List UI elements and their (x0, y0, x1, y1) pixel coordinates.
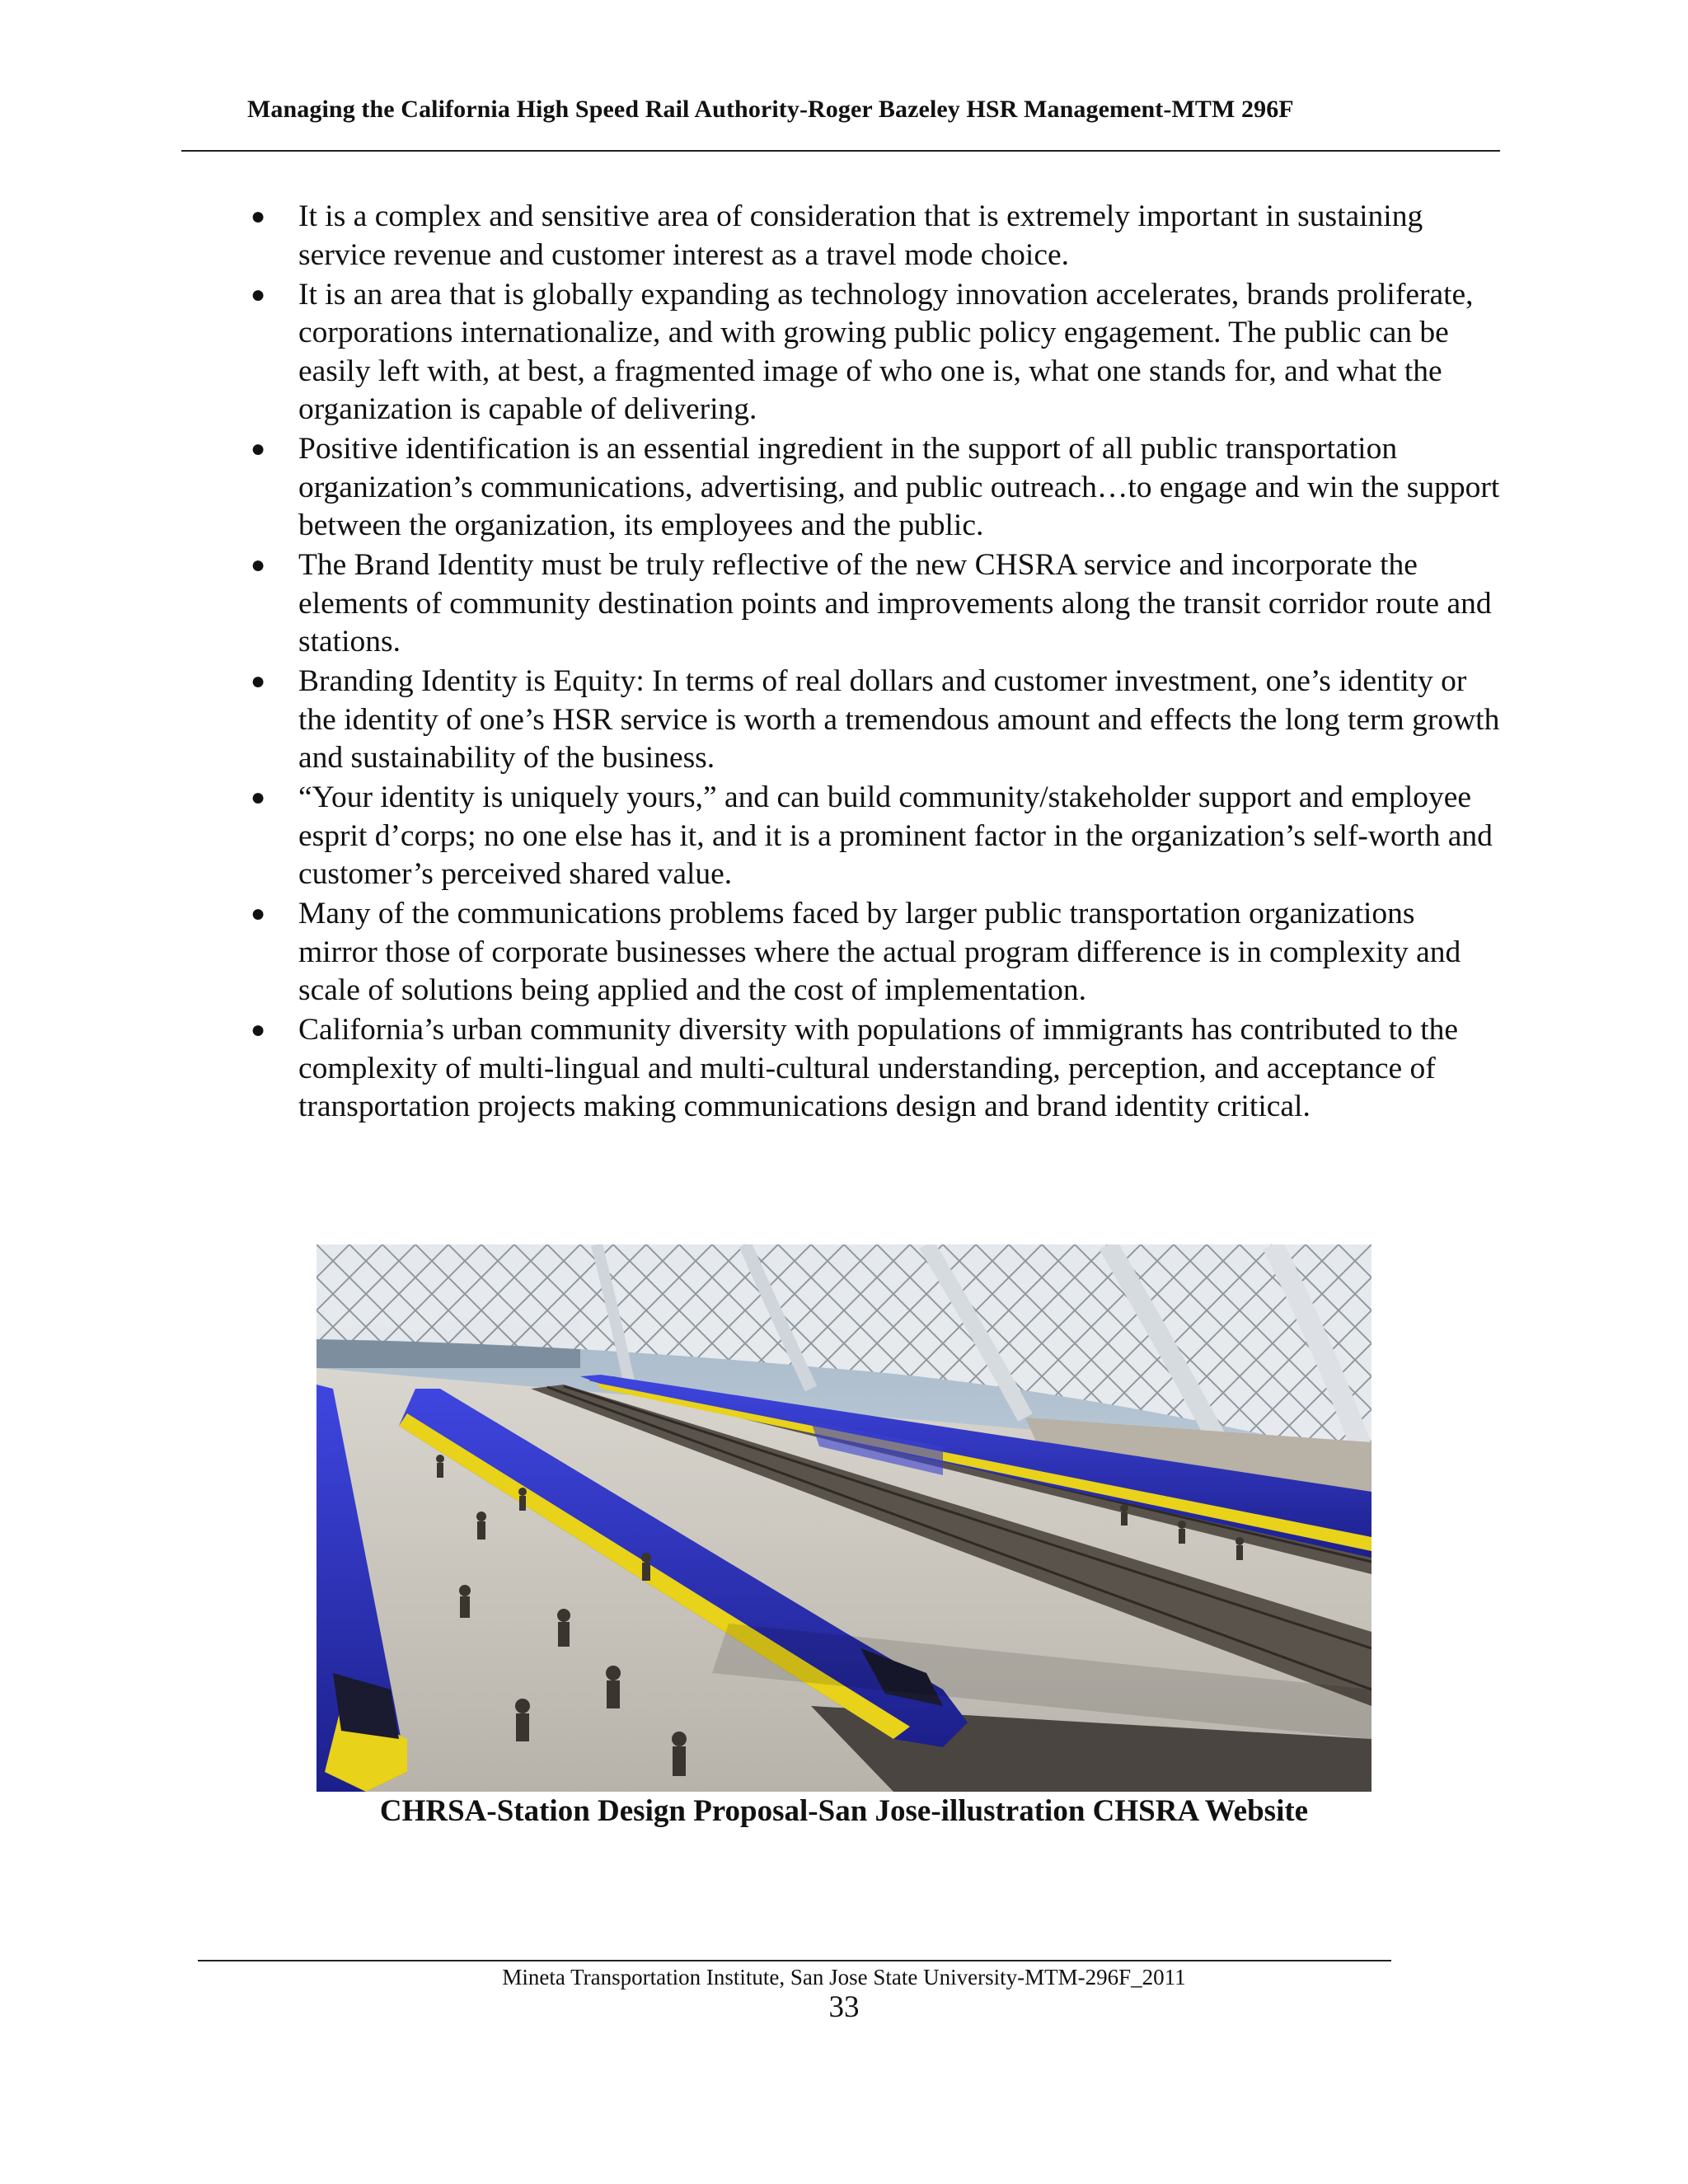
bullet-item (247, 430, 1500, 546)
running-header-title: Managing the California High Speed Rail Authority-Roger Bazeley HSR Management-MTM 296F (247, 96, 1294, 123)
page-number: 33 (828, 1990, 860, 2024)
bullet-icon: ● (250, 551, 266, 579)
bullet-list (247, 198, 1500, 1127)
bullet-item (247, 779, 1500, 894)
station-illustration (316, 1244, 1372, 1792)
bullet-icon: ● (250, 203, 266, 230)
bullet-text: Positive identification is an essential ingredient in the support of all public transportation organization’s communications, advertising, and public outreach…to engage and win the support between the organization, its employees and the public. (298, 432, 1500, 542)
bullet-text: “Your identity is uniquely yours,” and can build community/stakeholder support and employee esprit d’corps; no one else has it, and it is a prominent factor in the organization’s self-worth and customer’s perceived shared value. (298, 780, 1493, 891)
bullet-text: It is an area that is globally expanding as technology innovation accelerates, brands proliferate, corporations internationalize, and with growing public policy engagement. The public can be easily left with, at best, a fragmented image of who one is, what one stands for, and what the organization is capable of delivering. (298, 277, 1474, 426)
bullet-icon: ● (250, 784, 266, 811)
bullet-item (247, 895, 1500, 1010)
bullet-text: The Brand Identity must be truly reflective of the new CHSRA service and incorporate the elements of community destination points and improvements along the transit corridor route and stations. (298, 548, 1492, 658)
bullet-icon: ● (250, 280, 266, 308)
bullet-icon: ● (250, 435, 266, 462)
bullet-icon: ● (250, 1016, 266, 1043)
bullet-icon: ● (250, 668, 266, 695)
bullet-item (247, 276, 1500, 429)
page-header (181, 0, 1500, 152)
station-illustration-graphic (316, 1244, 1372, 1792)
bullet-text: It is a complex and sensitive area of consideration that is extremely important in sustaining service revenue and customer interest as a travel mode choice. (298, 199, 1423, 272)
bullet-item (247, 546, 1500, 662)
footer-text: Mineta Transportation Institute, San Jose State University-MTM-296F_2011 (502, 1965, 1186, 1990)
footer-divider (198, 1960, 1391, 1961)
bullet-text: Branding Identity is Equity: In terms of real dollars and customer investment, one’s identity or the identity of one’s HSR service is worth a tremendous amount and effects the long term growth and sustainability of the business. (298, 664, 1500, 775)
bullet-item (247, 198, 1500, 274)
bullet-text: Many of the communications problems faced by larger public transportation organizations mirror those of corporate businesses where the actual program difference is in complexity and scale of solutions being applied and the cost of implementation. (298, 897, 1461, 1007)
figure-caption: CHRSA-Station Design Proposal-San Jose-illustration CHSRA Website (379, 1794, 1309, 1828)
bullet-item (247, 1011, 1500, 1127)
bullet-item (247, 663, 1500, 778)
bullet-text: California’s urban community diversity with populations of immigrants has contributed to the complexity of multi-lingual and multi-cultural understanding, perception, and acceptance of transportation projects making communications design and brand identity critical. (298, 1013, 1459, 1123)
bullet-icon: ● (250, 900, 266, 927)
